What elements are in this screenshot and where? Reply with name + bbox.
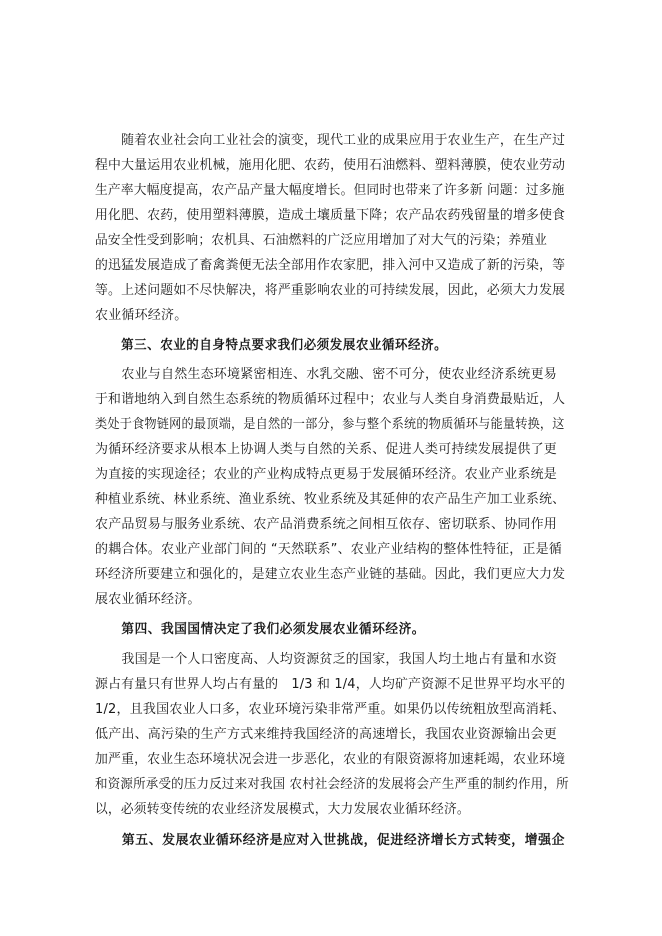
paragraph-line: 农业与自然生态环境紧密相连、水乳交融、密不可分，使农业经济系统更易 (95, 367, 558, 382)
paragraph-line: 源占有量只有世界人均占有量的 1/3 和 1/4，人均矿产资源不足世界平均水平的 (95, 677, 566, 692)
paragraph-line: 为循环经济要求从根本上协调人类与自然的关系、促进人类可持续发展提供了更 (95, 442, 558, 457)
paragraph-line: 我国是一个人口密度高、人均资源贫乏的国家，我国人均土地占有量和水资 (95, 652, 558, 667)
paragraph-line: 低产出、高污染的生产方式来维持我国经济的高速增长，我国农业资源输出会更 (95, 727, 558, 742)
paragraph-line: 程中大量运用农业机械，施用化肥、农药，使用石油燃料、塑料薄膜，使农业劳动 (95, 158, 566, 173)
paragraph-line: 类处于食物链网的最顶端，是自然的一部分，参与整个系统的物质循环与能量转换，这 (95, 417, 565, 432)
paragraph-line: 农业循环经济。 (95, 308, 188, 323)
paragraph-line: 种植业系统、林业系统、渔业系统、牧业系统及其延伸的农产品生产加工业系统、 (95, 492, 566, 507)
paragraph-line: 随着农业社会向工业社会的演变，现代工业的成果应用于农业生产，在生产过 (95, 133, 566, 148)
paragraph-line: 生产率大幅度提高，农产品产量大幅度增长。但同时也带来了许多新 问题：过多施 (95, 183, 565, 198)
paragraph-line: 农产品贸易与服务业系统、农产品消费系统之间相互依存、密切联系、协同作用 (95, 517, 558, 532)
paragraph-line: 等。上述问题如不尽快解决，将严重影响农业的可持续发展，因此，必须大力发展 (95, 283, 566, 298)
paragraph-line: 环经济所要建立和强化的，是建立农业生态产业链的基础。因此，我们更应大力发 (95, 567, 566, 582)
paragraph-line: 的耦合体。农业产业部门间的 “天然联系”、农业产业结构的整体性特征，正是循 (95, 542, 563, 557)
paragraph-line: 为直接的实现途径；农业的产业构成特点更易于发展循环经济。农业产业系统是 (95, 467, 558, 482)
paragraph-line: 展农业循环经济。 (95, 592, 201, 607)
section-heading: 第三、农业的自身特点要求我们必须发展农业循环经济。 (95, 338, 448, 353)
section-heading: 第五、发展农业循环经济是应对入世挑战，促进经济增长方式转变，增强企 (95, 833, 566, 848)
paragraph-line: 的迅猛发展造成了畜禽粪便无法全部用作农家肥，排入河中又造成了新的污染，等 (95, 258, 566, 273)
paragraph-line: 用化肥、农药，使用塑料薄膜，造成土壤质量下降；农产品农药残留量的增多使食 (95, 208, 566, 223)
paragraph-line: 和资源所承受的压力反过来对我国 农村社会经济的发展将会产生严重的制约作用，所 (95, 777, 569, 792)
paragraph-line: 于和谐地纳入到自然生态系统的物质循环过程中；农业与人类自身消费最贴近，人 (95, 392, 566, 407)
paragraph-line: 以，必须转变传统的农业经济发展模式，大力发展农业循环经济。 (95, 802, 470, 817)
paragraph-line: 加严重，农业生态环境状况会进一步恶化，农业的有限资源将加速耗竭，农业环境 (95, 752, 566, 767)
paragraph-line: 品安全性受到影响；农机具、石油燃料的广泛应用增加了对大气的污染；养殖业 (95, 233, 548, 248)
section-heading: 第四、我国国情决定了我们必须发展农业循环经济。 (95, 622, 426, 637)
paragraph-line: 1/2，且我国农业人口多，农业环境污染非常严重。如果仍以传统粗放型高消耗、 (95, 702, 566, 717)
